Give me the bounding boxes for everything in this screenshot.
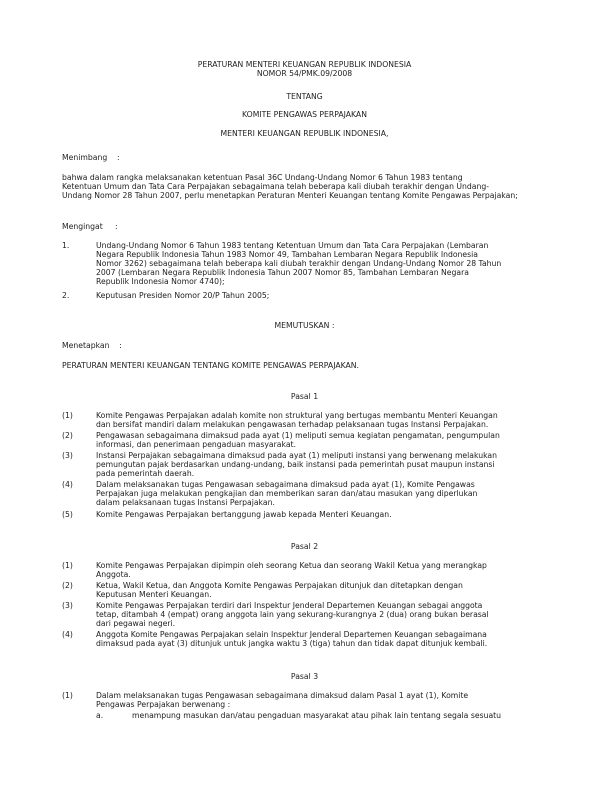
ayat-number: (4)	[62, 630, 73, 639]
ayat-line: Instansi Perpajakan sebagaimana dimaksud pada ayat (1) meliputi instansi yang berwenang melakukan	[96, 451, 497, 460]
mengingat-item-number: 1.	[62, 241, 70, 250]
ayat-line: Anggota.	[96, 570, 131, 579]
mengingat-item-line: Nomor 3262) sebagaimana telah beberapa kali diubah terakhir dengan Undang-Undang Nomor 28 Tahun	[96, 259, 502, 268]
mengingat-label: Mengingat :	[62, 222, 118, 231]
mengingat-item-line: Keputusan Presiden Nomor 20/P Tahun 2005;	[96, 291, 270, 300]
authority-heading: MENTERI KEUANGAN REPUBLIK INDONESIA,	[220, 129, 389, 138]
mengingat-item-line: 2007 (Lembaran Negara Republik Indonesia Tahun 2007 Nomor 85, Tambahan Lembaran Negara	[96, 268, 469, 277]
tentang-heading: TENTANG	[286, 92, 323, 101]
sub-item-text: menampung masukan dan/atau pengaduan masyarakat atau pihak lain tentang segala sesuatu	[132, 711, 502, 720]
ayat-number: (4)	[62, 480, 73, 489]
ayat-line: pemungutan pajak berdasarkan undang-undang, baik instansi pada pemerintah pusat maupun instansi	[96, 460, 495, 469]
ayat-line: dalam pelaksanaan tugas Instansi Perpajakan.	[96, 498, 275, 507]
pasal-2-title: Pasal 2	[290, 542, 319, 551]
ayat-line: Perpajakan juga melakukan pengkajian dan memberikan saran dan/atau masukan yang diperlukan	[96, 489, 478, 498]
ayat-number: (1)	[62, 561, 73, 570]
ayat-line: Dalam melaksanakan tugas Pengawasan sebagaimana dimaksud pada ayat (1), Komite Pengawas	[96, 480, 475, 489]
regulation-number: NOMOR 54/PMK.09/2008	[256, 69, 353, 78]
ayat-line: Keputusan Menteri Keuangan.	[96, 590, 212, 599]
menimbang-label: Menimbang :	[62, 153, 120, 162]
ayat-line: Dalam melaksanakan tugas Pengawasan sebagaimana dimaksud dalam Pasal 1 ayat (1), Komite	[96, 691, 469, 700]
memutuskan-heading: MEMUTUSKAN :	[274, 321, 335, 330]
ayat-line: Komite Pengawas Perpajakan dipimpin oleh seorang Ketua dan seorang Wakil Ketua yang merangkap	[96, 561, 487, 570]
regulation-title: PERATURAN MENTERI KEUANGAN REPUBLIK INDONESIA	[197, 60, 412, 69]
menetapkan-text: PERATURAN MENTERI KEUANGAN TENTANG KOMITE PENGAWAS PERPAJAKAN.	[62, 361, 359, 370]
pasal-3-title: Pasal 3	[290, 672, 319, 681]
ayat-line: Anggota Komite Pengawas Perpajakan selain Inspektur Jenderal Departemen Keuangan sebagaimana	[96, 630, 487, 639]
menimbang-line: bahwa dalam rangka melaksanakan ketentuan Pasal 36C Undang-Undang Nomor 6 Tahun 1983 tentang	[62, 173, 463, 182]
mengingat-item-number: 2.	[62, 291, 70, 300]
sub-item-letter: a.	[96, 711, 104, 720]
menimbang-line: Ketentuan Umum dan Tata Cara Perpajakan sebagaimana telah beberapa kali diubah terakhir dengan Undang-	[62, 182, 489, 191]
ayat-number: (3)	[62, 601, 73, 610]
ayat-number: (1)	[62, 691, 73, 700]
ayat-number: (1)	[62, 411, 73, 420]
ayat-number: (2)	[62, 431, 73, 440]
ayat-line: Komite Pengawas Perpajakan bertanggung jawab kepada Menteri Keuangan.	[96, 510, 392, 519]
ayat-number: (5)	[62, 510, 73, 519]
mengingat-item-line: Republik Indonesia Nomor 4740);	[96, 277, 225, 286]
ayat-number: (3)	[62, 451, 73, 460]
ayat-number: (2)	[62, 581, 73, 590]
ayat-line: dari pegawai negeri.	[96, 619, 176, 628]
ayat-line: tetap, ditambah 4 (empat) orang anggota lain yang sekurang-kurangnya 2 (dua) orang bukan berasal	[96, 610, 489, 619]
menimbang-line: Undang Nomor 28 Tahun 2007, perlu menetapkan Peraturan Menteri Keuangan tentang Komite Pengawas Perpajakan;	[62, 191, 518, 200]
pasal-1-title: Pasal 1	[290, 392, 319, 401]
ayat-line: dimaksud pada ayat (3) ditunjuk untuk jangka waktu 3 (tiga) tahun dan tidak dapat ditunjuk kembali.	[96, 639, 488, 648]
subject-heading: KOMITE PENGAWAS PERPAJAKAN	[242, 110, 367, 119]
ayat-line: informasi, dan penerimaan pengaduan masyarakat.	[96, 440, 296, 449]
ayat-line: dan bersifat mandiri dalam melakukan pengawasan terhadap pelaksanaan tugas Instansi Perpajakan.	[96, 420, 489, 429]
menetapkan-label: Menetapkan :	[62, 341, 122, 350]
ayat-line: Komite Pengawas Perpajakan terdiri dari Inspektur Jenderal Departemen Keuangan sebagai anggota	[96, 601, 483, 610]
ayat-line: Ketua, Wakil Ketua, dan Anggota Komite Pengawas Perpajakan ditunjuk dan ditetapkan dengan	[96, 581, 463, 590]
ayat-line: pada pemerintah daerah.	[96, 469, 195, 478]
mengingat-item-line: Undang-Undang Nomor 6 Tahun 1983 tentang Ketentuan Umum dan Tata Cara Perpajakan (Lembaran	[96, 241, 489, 250]
mengingat-item-line: Negara Republik Indonesia Tahun 1983 Nomor 49, Tambahan Lembaran Negara Republik Indonesia	[96, 250, 478, 259]
ayat-line: Pengawasan sebagaimana dimaksud pada ayat (1) meliputi semua kegiatan pengamatan, pengumpulan	[96, 431, 500, 440]
ayat-line: Pengawas Perpajakan berwenang :	[96, 700, 231, 709]
ayat-line: Komite Pengawas Perpajakan adalah komite non struktural yang bertugas membantu Menteri Keuangan	[96, 411, 498, 420]
